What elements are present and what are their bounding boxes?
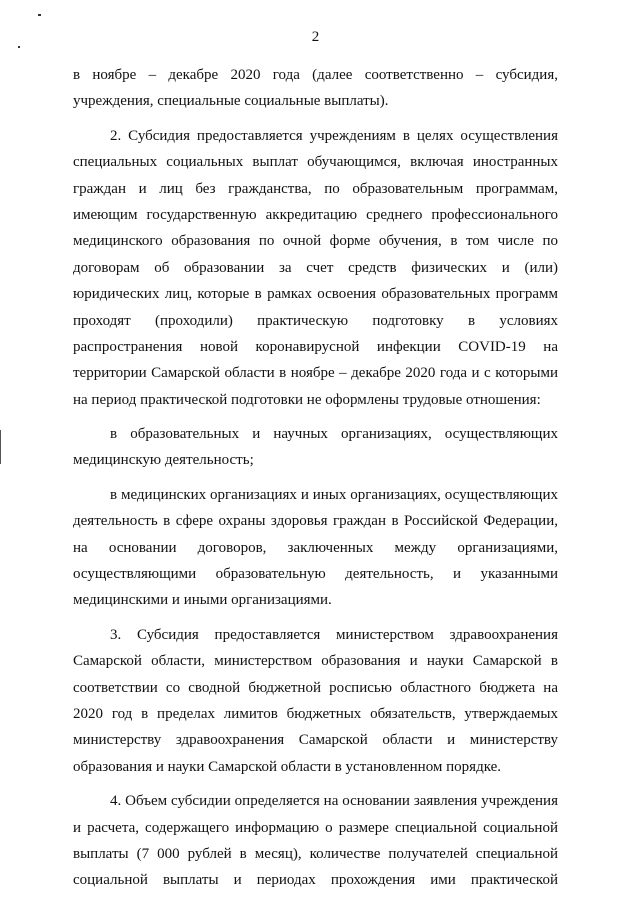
text-line: 3. Субсидия предоставляется министерством здравоохранения [110,626,558,643]
text-line: образования и науки Самарской области в установленном порядке. [73,758,502,775]
text-line: юридических лиц, которые в рамках освоения образовательных программ [73,286,558,303]
text-line: 4. Объем субсидии определяется на основании заявления учреждения [110,793,558,810]
text-line: распространения новой коронавирусной инфекции COVID-19 на [73,338,558,355]
text-line: на основании договоров, заключенных между организациями, [73,539,558,556]
text-line: на период практической подготовки не оформлены трудовые отношения: [73,391,541,408]
text-line: 2. Субсидия предоставляется учреждениям в целях осуществления [110,127,558,144]
text-line: в образовательных и научных организациях, осуществляющих [110,426,558,443]
text-line: и расчета, содержащего информацию о размере специальной социальной [73,819,558,836]
document-body [73,62,558,894]
text-line: осуществляющими образовательную деятельность, и указанными [73,566,558,583]
scan-edge-line [0,430,1,464]
scan-speck [18,46,20,48]
text-line: территории Самарской области в ноябре – декабре 2020 года и с которыми [73,365,558,382]
page-number: 2 [311,29,320,45]
text-line: 2020 год в пределах лимитов бюджетных обязательств, утверждаемых [73,705,558,722]
text-line: медицинского образования по очной форме обучения, в том числе по [73,233,558,250]
text-line: соответствии со сводной бюджетной росписью областного бюджета на [73,679,558,696]
paragraph [73,62,558,115]
paragraph [73,421,558,474]
text-line: проходят (проходили) практическую подготовку в условиях [73,312,558,329]
text-line: деятельность в сфере охраны здоровья граждан в Российской Федерации, [73,513,558,530]
text-line: социальной выплаты и периодах прохождения ими практической [73,872,558,889]
text-line: договорам об образовании за счет средств физических и (или) [73,259,558,276]
text-line: в медицинских организациях и иных организациях, осуществляющих [110,486,558,503]
text-line: имеющим государственную аккредитацию среднего профессионального [73,206,558,223]
text-line: в ноябре – декабре 2020 года (далее соответственно – субсидия, [73,67,558,83]
paragraph [73,482,558,614]
paragraph [73,123,558,413]
text-line: специальных социальных выплат обучающимся, включая иностранных [73,154,558,171]
text-line: Самарской области, министерством образования и науки Самарской в [73,653,558,670]
text-line: выплаты (7 000 рублей в месяц), количестве получателей специальной [73,845,558,862]
text-line: учреждения, специальные социальные выплаты). [73,93,389,110]
paragraph [73,622,558,780]
text-line: министерству здравоохранения Самарской области и министерству [73,732,558,749]
scan-speck [38,14,41,16]
text-line: медицинскую деятельность; [73,452,254,469]
text-line: медицинскими и иными организациями. [73,592,332,609]
paragraph [73,788,558,894]
text-line: граждан и лиц без гражданства, по образовательным программам, [73,180,558,197]
